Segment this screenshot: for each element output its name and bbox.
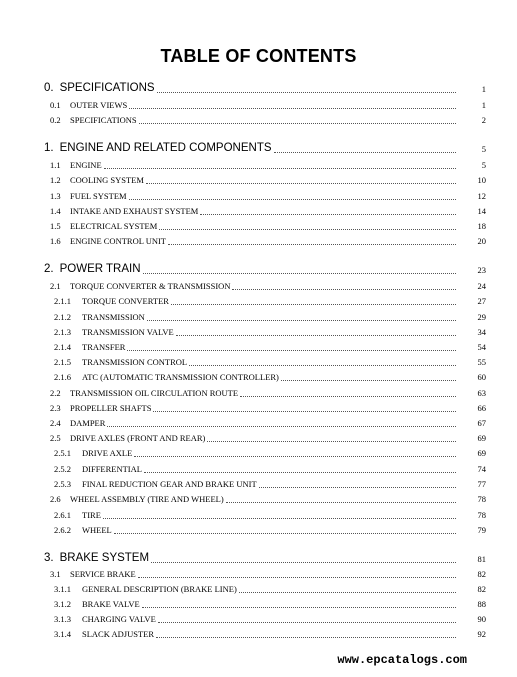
toc-entry-label: GENERAL DESCRIPTION (BRAKE LINE) (82, 584, 237, 594)
dot-leader (129, 108, 456, 109)
toc-entry-label: TRANSMISSION (82, 312, 145, 322)
toc-entry-number: 2.6.2 (54, 525, 71, 535)
toc-entry-label: SPECIFICATIONS (59, 82, 155, 94)
toc-entry-page-number: 1 (481, 100, 486, 110)
toc-entry-page-number: 5 (481, 144, 486, 154)
toc-entry-page-number: 92 (477, 629, 486, 639)
toc-entry-page-number: 55 (477, 357, 486, 367)
toc-entry[interactable] (0, 278, 517, 292)
toc-entry-label: FUEL SYSTEM (70, 191, 127, 201)
dot-leader (168, 244, 456, 245)
toc-entry-number: 1.6 (50, 236, 61, 246)
toc-entry-label: SERVICE BRAKE (70, 569, 136, 579)
toc-entry-number: 2.1.6 (54, 372, 71, 382)
toc-entry-number: 1.2 (50, 175, 61, 185)
toc-entry[interactable] (0, 112, 517, 126)
toc-entry-page-number: 20 (477, 236, 486, 246)
toc-entry-number: 2.5 (50, 433, 61, 443)
toc-entry-label: ENGINE AND RELATED COMPONENTS (59, 142, 272, 154)
toc-entry-number: 1.3 (50, 191, 61, 201)
toc-entry[interactable] (0, 507, 517, 521)
toc-entry-page-number: 23 (477, 265, 486, 275)
toc-entry-number: 1.5 (50, 221, 61, 231)
dot-leader (274, 152, 456, 153)
toc-entry-label: SPECIFICATIONS (70, 115, 137, 125)
dot-leader (138, 577, 456, 578)
toc-entry-page-number: 77 (477, 479, 486, 489)
toc-entry-page-number: 1 (481, 84, 486, 94)
toc-entry-number: 2.1.3 (54, 327, 71, 337)
toc-entry-label: COOLING SYSTEM (70, 175, 144, 185)
toc-entry-label: WHEEL ASSEMBLY (TIRE AND WHEEL) (70, 494, 224, 504)
dot-leader (127, 350, 456, 351)
toc-entry-number: 1. (44, 142, 54, 154)
dot-leader (107, 426, 456, 427)
toc-entry[interactable] (0, 293, 517, 307)
toc-entry-page-number: 69 (477, 448, 486, 458)
toc-entry[interactable] (0, 203, 517, 217)
dot-leader (129, 199, 456, 200)
toc-entry-page-number: 82 (477, 584, 486, 594)
toc-entry-page-number: 12 (477, 191, 486, 201)
toc-entry-label: ENGINE (70, 160, 102, 170)
toc-entry[interactable] (0, 309, 517, 323)
toc-entry-label: TRANSFER (82, 342, 126, 352)
dot-leader (144, 472, 456, 473)
dot-leader (176, 335, 456, 336)
toc-chapter-entry[interactable] (0, 141, 517, 155)
toc-entry[interactable] (0, 461, 517, 475)
toc-entry-number: 3. (44, 552, 54, 564)
toc-entry[interactable] (0, 430, 517, 444)
toc-entry[interactable] (0, 491, 517, 505)
toc-entry-page-number: 27 (477, 296, 486, 306)
toc-entry-label: TRANSMISSION CONTROL (82, 357, 188, 367)
toc-entry[interactable] (0, 369, 517, 383)
toc-entry-number: 0.2 (50, 115, 61, 125)
toc-entry-label: TRANSMISSION VALVE (82, 327, 174, 337)
toc-entry-number: 2.5.2 (54, 464, 71, 474)
dot-leader (259, 487, 456, 488)
toc-entry-number: 2.4 (50, 418, 61, 428)
toc-entry-page-number: 54 (477, 342, 486, 352)
dot-leader (189, 365, 456, 366)
dot-leader (226, 502, 456, 503)
toc-entry[interactable] (0, 218, 517, 232)
toc-entry-number: 1.1 (50, 160, 61, 170)
toc-chapter-entry[interactable] (0, 551, 517, 565)
dot-leader (147, 320, 456, 321)
toc-entry-number: 2.5.1 (54, 448, 71, 458)
toc-entry-number: 3.1 (50, 569, 61, 579)
toc-entry-number: 2.3 (50, 403, 61, 413)
dot-leader (151, 562, 456, 563)
toc-entry-label: WHEEL (82, 525, 112, 535)
toc-entry[interactable] (0, 385, 517, 399)
toc-entry-label: ATC (AUTOMATIC TRANSMISSION CONTROLLER) (82, 372, 279, 382)
toc-entry[interactable] (0, 157, 517, 171)
toc-entry[interactable] (0, 324, 517, 338)
toc-entry-page-number: 18 (477, 221, 486, 231)
toc-entry-number: 2.1.2 (54, 312, 71, 322)
dot-leader (143, 273, 456, 274)
dot-leader (114, 533, 456, 534)
dot-leader (104, 168, 456, 169)
toc-entry-label: OUTER VIEWS (70, 100, 128, 110)
dot-leader (153, 411, 456, 412)
dot-leader (146, 183, 456, 184)
toc-entry-page-number: 5 (481, 160, 486, 170)
toc-entry-page-number: 88 (477, 599, 486, 609)
toc-entry-label: BRAKE SYSTEM (59, 552, 150, 564)
page-title: TABLE OF CONTENTS (160, 46, 357, 66)
toc-entry-number: 2.1.4 (54, 342, 71, 352)
dot-leader (156, 637, 456, 638)
dot-leader (239, 592, 456, 593)
toc-entry-page-number: 90 (477, 614, 486, 624)
toc-entry-page-number: 66 (477, 403, 486, 413)
toc-entry-number: 3.1.1 (54, 584, 71, 594)
toc-entry-number: 0. (44, 82, 54, 94)
toc-entry[interactable] (0, 97, 517, 111)
toc-entry-page-number: 74 (477, 464, 486, 474)
toc-entry-page-number: 60 (477, 372, 486, 382)
toc-entry-label: ENGINE CONTROL UNIT (70, 236, 167, 246)
toc-entry-page-number: 81 (477, 554, 486, 564)
toc-entry-page-number: 78 (477, 510, 486, 520)
dot-leader (207, 441, 456, 442)
toc-entry[interactable] (0, 445, 517, 459)
toc-entry[interactable] (0, 172, 517, 186)
toc-entry[interactable] (0, 400, 517, 414)
footer-watermark: www.epcatalogs.com (337, 653, 467, 667)
toc-entry-number: 3.1.2 (54, 599, 71, 609)
toc-entry-page-number: 14 (477, 206, 486, 216)
toc-entry-number: 2. (44, 263, 54, 275)
dot-leader (159, 229, 456, 230)
toc-entry-page-number: 79 (477, 525, 486, 535)
toc-entry-number: 3.1.4 (54, 629, 71, 639)
toc-entry[interactable] (0, 188, 517, 202)
toc-entry[interactable] (0, 566, 517, 580)
toc-chapter-entry[interactable] (0, 262, 517, 276)
toc-entry-number: 3.1.3 (54, 614, 71, 624)
toc-entry-number: 2.5.3 (54, 479, 71, 489)
dot-leader (158, 622, 456, 623)
toc-entry-page-number: 63 (477, 388, 486, 398)
toc-entry-label: TRANSMISSION OIL CIRCULATION ROUTE (70, 388, 239, 398)
toc-entry-page-number: 67 (477, 418, 486, 428)
toc-entry[interactable] (0, 581, 517, 595)
toc-entry-number: 2.6 (50, 494, 61, 504)
toc-entry-page-number: 69 (477, 433, 486, 443)
toc-entry[interactable] (0, 233, 517, 247)
toc-entry-label: TORQUE CONVERTER & TRANSMISSION (70, 281, 231, 291)
dot-leader (281, 380, 456, 381)
dot-leader (232, 289, 456, 290)
toc-entry[interactable] (0, 611, 517, 625)
toc-entry-label: TORQUE CONVERTER (82, 296, 169, 306)
dot-leader (157, 92, 456, 93)
toc-entry-number: 0.1 (50, 100, 61, 110)
dot-leader (139, 123, 456, 124)
toc-entry-page-number: 78 (477, 494, 486, 504)
toc-entry-number: 2.6.1 (54, 510, 71, 520)
toc-entry-page-number: 82 (477, 569, 486, 579)
toc-entry-label: BRAKE VALVE (82, 599, 140, 609)
toc-entry-number: 1.4 (50, 206, 61, 216)
toc-entry[interactable] (0, 596, 517, 610)
toc-entry-label: CHARGING VALVE (82, 614, 156, 624)
toc-chapter-entry[interactable] (0, 81, 517, 95)
dot-leader (171, 304, 456, 305)
toc-entry-label: DRIVE AXLE (82, 448, 133, 458)
toc-entry[interactable] (0, 626, 517, 640)
toc-entry-number: 2.1.5 (54, 357, 71, 367)
toc-entry[interactable] (0, 522, 517, 536)
toc-entry[interactable] (0, 339, 517, 353)
toc-entry[interactable] (0, 354, 517, 368)
toc-entry-page-number: 2 (481, 115, 486, 125)
toc-entry[interactable] (0, 415, 517, 429)
toc-entry-page-number: 34 (477, 327, 486, 337)
dot-leader (142, 607, 456, 608)
dot-leader (103, 518, 456, 519)
toc-entry-page-number: 24 (477, 281, 486, 291)
toc-entry-page-number: 10 (477, 175, 486, 185)
toc-entry-label: FINAL REDUCTION GEAR AND BRAKE UNIT (82, 479, 257, 489)
toc-entry-label: SLACK ADJUSTER (82, 629, 155, 639)
dot-leader (240, 396, 456, 397)
toc-entry-number: 2.1.1 (54, 296, 71, 306)
toc-entry-label: DRIVE AXLES (FRONT AND REAR) (70, 433, 206, 443)
toc-entry-label: DAMPER (70, 418, 106, 428)
dot-leader (134, 456, 456, 457)
toc-entry-label: ELECTRICAL SYSTEM (70, 221, 158, 231)
toc-entry-label: INTAKE AND EXHAUST SYSTEM (70, 206, 199, 216)
toc-entry-number: 2.2 (50, 388, 61, 398)
toc-entry-page-number: 29 (477, 312, 486, 322)
toc-entry-label: POWER TRAIN (59, 263, 141, 275)
dot-leader (200, 214, 456, 215)
toc-entry-label: DIFFERENTIAL (82, 464, 142, 474)
toc-entry-label: TIRE (82, 510, 101, 520)
toc-entry[interactable] (0, 476, 517, 490)
toc-entry-number: 2.1 (50, 281, 61, 291)
toc-entry-label: PROPELLER SHAFTS (70, 403, 152, 413)
